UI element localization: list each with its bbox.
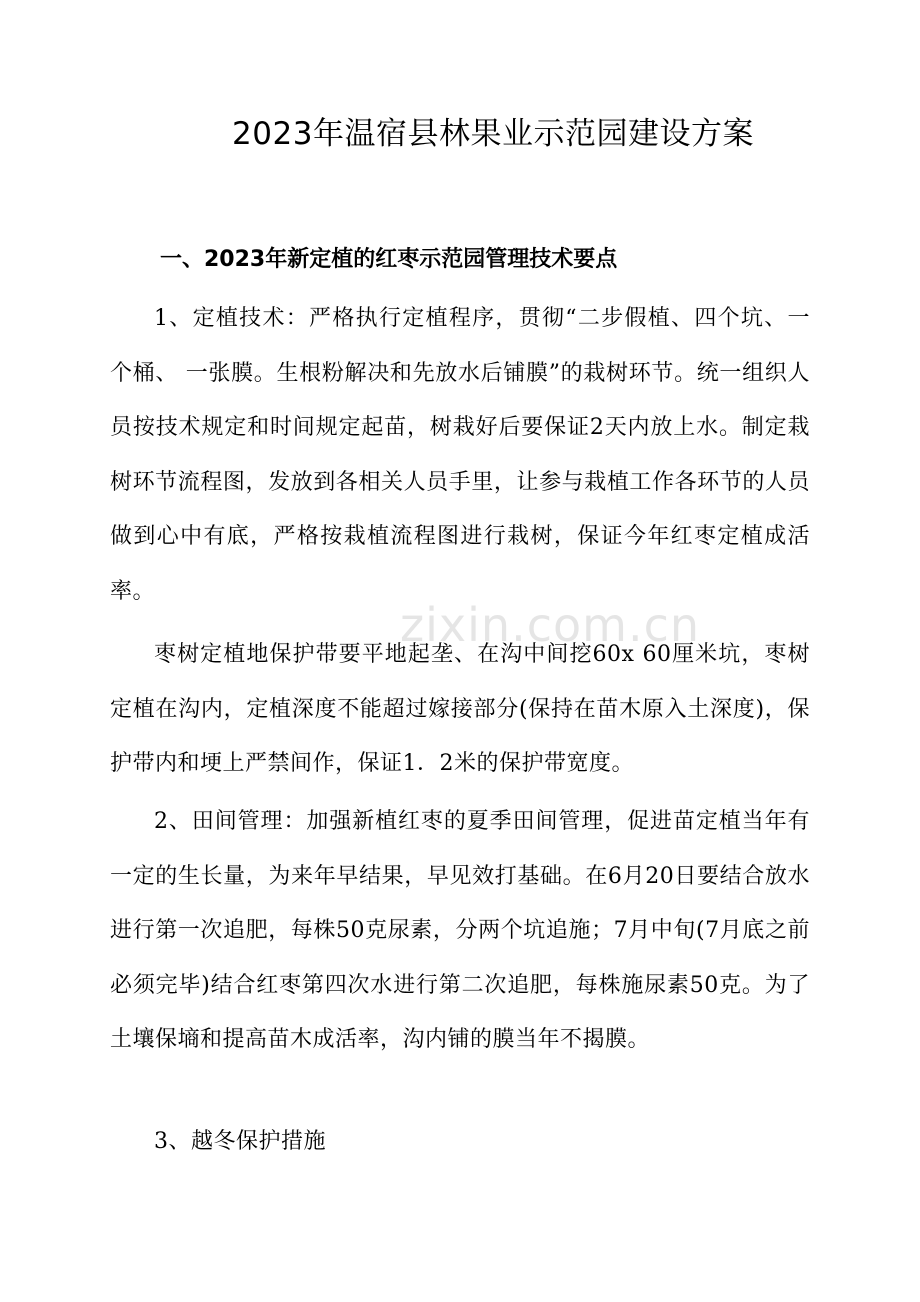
section-heading: 一、2023年新定植的红枣示范园管理技术要点	[160, 247, 618, 272]
paragraph-winter-protection: 3、越冬保护措施	[154, 1129, 326, 1154]
watermark: zixin.com.cn	[400, 598, 701, 652]
paragraph-planting-technique: 1、定植技术：严格执行定植程序，贯彻“二步假植、四个坑、一个桶、 一张膜。生根粉解决和先放水后铺膜”的栽树环节。统一组织人员按技术规定和时间规定起苗，树栽好后要保证2天内放上水。制定栽树环节流程图，发放到各相关人员手里，让参与栽植工作各环节的人员做到心中有底，严格按栽植流程图进行栽树，保证今年红枣定植成活率。	[110, 306, 810, 604]
document-title: 2023年温宿县林果业示范园建设方案	[232, 116, 754, 152]
paragraph-protection-belt: 枣树定植地保护带要平地起垄、在沟中间挖60x 60厘米坑，枣树定植在沟内，定植深度不能超过嫁接部分(保持在苗木原入土深度)，保护带内和埂上严禁间作，保证1．2米的保护带宽度。	[110, 642, 810, 776]
paragraph-field-management: 2、田间管理：加强新植红枣的夏季田间管理，促进苗定植当年有一定的生长量，为来年早结果，早见效打基础。在6月20日要结合放水进行第一次追肥，每株50克尿素，分两个坑追施；7月中旬(7月底之前必须完毕)结合红枣第四次水进行第二次追肥，每株施尿素50克。为了土壤保墒和提高苗木成活率，沟内铺的膜当年不揭膜。	[110, 809, 810, 1052]
